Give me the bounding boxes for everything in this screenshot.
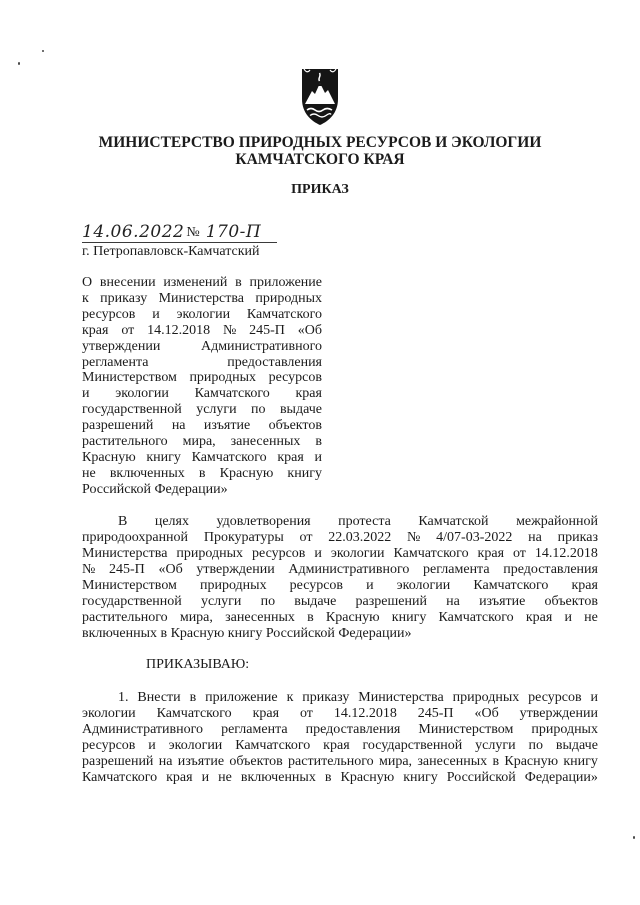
- word: В: [118, 514, 128, 529]
- word: мира,: [378, 754, 413, 769]
- word: в: [235, 275, 242, 290]
- word: «Об: [297, 322, 322, 338]
- word: края: [323, 738, 350, 753]
- coat-of-arms-icon: [299, 66, 341, 127]
- word: государственной: [82, 594, 182, 609]
- coat-of-arms-icon: [299, 66, 341, 127]
- word: регламента: [423, 562, 490, 577]
- word: изъятие: [177, 754, 225, 769]
- word: включенных: [240, 770, 316, 785]
- word: ресурсов: [252, 546, 306, 561]
- word: 245-П: [417, 706, 454, 721]
- subject-line: [82, 307, 322, 323]
- word: природных: [176, 546, 244, 561]
- word: в: [189, 690, 197, 705]
- word: Министерством: [418, 722, 514, 737]
- word: 14.12.2018: [333, 706, 397, 721]
- item-1-line: [82, 754, 598, 770]
- word: природных: [189, 370, 257, 386]
- word: природных: [199, 578, 267, 593]
- word: экологии: [168, 738, 223, 753]
- preamble-line: включенных в Красную книгу Российской Федерации»: [82, 626, 412, 641]
- handwritten-number: 170-П: [205, 222, 262, 242]
- word: книгу: [403, 770, 438, 785]
- word: экологии: [82, 706, 136, 721]
- word: внесении: [99, 275, 156, 290]
- word: не: [82, 465, 96, 481]
- word: выдаче: [294, 594, 337, 609]
- word: экологии: [330, 546, 385, 561]
- word: ресурсов: [289, 578, 344, 593]
- word: разрешений: [82, 754, 154, 769]
- item-1-line: [82, 706, 598, 722]
- word: регламента: [221, 722, 288, 737]
- word: №: [222, 322, 237, 338]
- word: от: [121, 322, 135, 338]
- word: ресурсов: [82, 306, 136, 322]
- ministry-title-line1: МИНИСТЕРСТВО ПРИРОДНЫХ РЕСУРСОВ И ЭКОЛОГИИ: [98, 134, 542, 151]
- word: предоставления: [227, 354, 322, 370]
- word: регламента: [82, 354, 149, 370]
- subject-line: [82, 291, 322, 307]
- word: О: [82, 275, 93, 290]
- word: 4/07-03-2022: [436, 530, 513, 545]
- word: выдаче: [279, 402, 322, 418]
- word: объектов: [544, 594, 598, 609]
- word: Камчатского: [191, 449, 267, 465]
- subject-line: [82, 386, 322, 402]
- word: растительного: [288, 754, 374, 769]
- word: объектов: [268, 418, 322, 434]
- word: ресурсов: [528, 690, 582, 705]
- word: экологии: [396, 578, 451, 593]
- word: Красную: [325, 610, 380, 625]
- word: природных: [255, 290, 322, 306]
- word: природных: [531, 722, 598, 737]
- subject-line: [82, 355, 322, 371]
- word: книгу: [287, 465, 322, 481]
- word: природных: [452, 690, 520, 705]
- word: Прокуратуры: [203, 530, 284, 545]
- word: Камчатского: [246, 306, 322, 322]
- word: по: [251, 402, 266, 418]
- word: занесенных: [225, 610, 295, 625]
- word: края: [295, 386, 322, 402]
- word: на: [528, 530, 542, 545]
- preamble-paragraph: [82, 514, 598, 642]
- subject-line: [82, 339, 322, 355]
- subject-line: [82, 402, 322, 418]
- registration-line: [82, 220, 277, 243]
- word: Министерства: [158, 290, 245, 306]
- item-1-paragraph: [82, 690, 598, 786]
- word: и: [82, 386, 90, 402]
- word: изъятие: [479, 594, 526, 609]
- word: и: [148, 738, 156, 753]
- word: края: [277, 449, 304, 465]
- word: растительного: [82, 434, 168, 450]
- word: Министерства: [358, 690, 444, 705]
- word: услуги: [200, 594, 242, 609]
- number-sign: №: [186, 225, 200, 240]
- word: от: [512, 546, 526, 561]
- scan-speck: [633, 836, 635, 839]
- word: приложение: [249, 275, 322, 290]
- preamble-line: [118, 514, 598, 530]
- word: 1.: [118, 690, 129, 705]
- subject-line: [82, 275, 322, 291]
- scan-speck: [42, 50, 44, 52]
- word: 22.03.2022: [328, 530, 392, 545]
- word: выдаче: [555, 738, 598, 753]
- word: экологии: [115, 386, 169, 402]
- subject-line: [82, 418, 322, 434]
- word: Красную: [340, 770, 395, 785]
- word: к: [82, 290, 89, 306]
- word: предоставления: [503, 562, 598, 577]
- word: края: [477, 546, 505, 561]
- word: «Об: [158, 562, 183, 577]
- word: в: [198, 465, 206, 481]
- word: и: [314, 546, 322, 561]
- word: межрайонной: [516, 514, 598, 529]
- word: Красную: [219, 465, 274, 481]
- order-word: ПРИКАЗЫВАЮ:: [146, 657, 250, 672]
- preamble-line: [82, 546, 598, 562]
- word: не: [584, 610, 598, 625]
- word: Административного: [82, 722, 204, 737]
- word: разрешений: [82, 418, 154, 434]
- word: на: [171, 418, 186, 434]
- word: книгу: [391, 610, 427, 625]
- word: Министерства: [82, 546, 168, 561]
- word: в: [315, 434, 322, 450]
- word: 245-П: [249, 322, 285, 338]
- word: «Об: [474, 706, 499, 721]
- word: 14.12.2018: [534, 546, 598, 561]
- word: в: [324, 770, 332, 785]
- word: и: [590, 690, 598, 705]
- subject-line: [82, 434, 322, 450]
- word: и: [314, 449, 322, 465]
- item-1-line: [82, 770, 598, 786]
- ministry-title: [0, 134, 640, 168]
- subject-line: [82, 450, 322, 466]
- word: приказу: [100, 290, 148, 306]
- word: Камчатского: [82, 770, 158, 785]
- subject-line: [82, 323, 322, 339]
- preamble-line: [82, 594, 598, 610]
- word: ресурсов: [82, 738, 136, 753]
- word: протеста: [338, 514, 391, 529]
- document-type: ПРИКАЗ: [291, 182, 349, 197]
- word: включенных: [109, 465, 185, 481]
- word: края: [252, 706, 280, 721]
- word: утверждении: [519, 706, 598, 721]
- scan-speck: [18, 62, 20, 65]
- word: целях: [154, 514, 189, 529]
- preamble-line: [82, 578, 598, 594]
- word: услуги: [196, 402, 237, 418]
- subject-line: [82, 370, 322, 386]
- word: по: [260, 594, 276, 609]
- word: Внести: [137, 690, 181, 705]
- preamble-line: [82, 562, 598, 578]
- word: и: [152, 306, 160, 322]
- word: удовлетворения: [216, 514, 311, 529]
- word: приказу: [302, 690, 350, 705]
- word: утверждении: [82, 338, 161, 354]
- word: утверждении: [196, 562, 275, 577]
- word: Федерации»: [524, 770, 598, 785]
- word: изъятие: [203, 418, 251, 434]
- subject-line: Российской Федерации»: [82, 481, 228, 497]
- word: края: [571, 578, 598, 593]
- item-1-line: [82, 738, 598, 754]
- word: книгу: [563, 754, 598, 769]
- word: Камчатского: [235, 738, 311, 753]
- word: государственной: [82, 402, 182, 418]
- word: от: [299, 530, 313, 545]
- word: объектов: [229, 754, 283, 769]
- word: Министерством: [82, 370, 177, 386]
- word: на: [158, 754, 173, 769]
- word: ресурсов: [268, 370, 322, 386]
- word: Красную: [82, 449, 136, 465]
- item-1-line: [82, 722, 598, 738]
- word: Административного: [288, 562, 410, 577]
- word: в: [492, 754, 500, 769]
- word: Камчатской: [418, 514, 489, 529]
- word: к: [286, 690, 294, 705]
- word: по: [528, 738, 543, 753]
- word: государственной: [362, 738, 463, 753]
- word: 14.12.2018: [147, 322, 211, 338]
- word: края: [525, 610, 553, 625]
- word: Камчатского: [473, 578, 549, 593]
- handwritten-date: 14.06.2022: [82, 222, 185, 242]
- city: г. Петропавловск-Камчатский: [82, 244, 260, 259]
- word: книгу: [146, 449, 181, 465]
- word: занесенных: [230, 434, 301, 450]
- word: Российской: [446, 770, 516, 785]
- word: природоохранной: [82, 530, 189, 545]
- word: предоставления: [305, 722, 401, 737]
- word: не: [218, 770, 232, 785]
- word: Камчатского: [438, 610, 514, 625]
- word: Камчатского: [194, 386, 270, 402]
- word: приказ: [557, 530, 598, 545]
- word: 245-П: [109, 562, 145, 577]
- word: края: [82, 322, 109, 338]
- item-1-line: [118, 690, 598, 706]
- word: изменений: [163, 275, 228, 290]
- subject-block: [82, 275, 322, 498]
- word: растительного: [82, 610, 168, 625]
- word: мира,: [179, 610, 213, 625]
- word: и: [201, 770, 210, 785]
- word: Министерством: [82, 578, 177, 593]
- word: края: [166, 770, 193, 785]
- word: Красную: [504, 754, 559, 769]
- word: в: [307, 610, 314, 625]
- word: услуги: [475, 738, 516, 753]
- word: №: [82, 562, 96, 577]
- word: и: [564, 610, 572, 625]
- preamble-line: [82, 610, 598, 626]
- word: Административного: [200, 338, 322, 354]
- word: №: [407, 530, 421, 545]
- word: от: [299, 706, 313, 721]
- subject-line: [82, 466, 322, 482]
- word: на: [446, 594, 460, 609]
- word: разрешений: [355, 594, 427, 609]
- word: экологии: [176, 306, 231, 322]
- word: Камчатского: [156, 706, 232, 721]
- word: и: [366, 578, 374, 593]
- word: занесенных: [417, 754, 488, 769]
- word: Камчатского: [393, 546, 469, 561]
- word: мира,: [182, 434, 216, 450]
- ministry-title-line2: КАМЧАТСКОГО КРАЯ: [235, 151, 405, 168]
- preamble-line: [82, 530, 598, 546]
- word: приложение: [205, 690, 278, 705]
